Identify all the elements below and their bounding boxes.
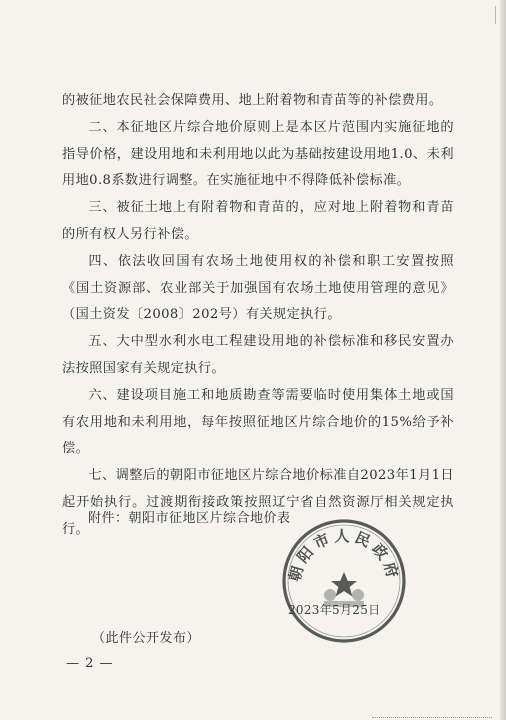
scan-footer-mark	[372, 714, 492, 718]
paragraph-continuation: 的被征地农民社会保障费用、地上附着物和青苗等的补偿费用。	[62, 93, 443, 108]
scan-corner-mark	[487, 6, 496, 24]
paragraph-item-2: 二、本征地区片综合地价原则上是本区片范围内实施征地的指导价格，建设用地和未利用地以此为基础按建设用地1.0、未利用地0.8系数进行调整。在实施征地中不得降低补偿标准。	[62, 119, 454, 189]
seal-ring-text: 朝阳市人民政府	[285, 527, 403, 584]
public-release-note: （此件公开发布）	[92, 631, 201, 646]
page-number: — 2 —	[66, 656, 114, 671]
official-seal	[278, 515, 410, 647]
paragraph-item-7: 七、调整后的朝阳市征地区片综合地价标准自2023年1月1日起开始执行。过渡期衔接政策按照辽宁省自然资源厅相关规定执行。	[62, 468, 454, 537]
paragraph-item-6: 六、建设项目施工和地质勘查等需要临时使用集体土地或国有农用地和未利用地，每年按照征地区片综合地价的15%给予补偿。	[62, 387, 454, 457]
paragraph-item-5: 五、大中型水利水电工程建设用地的补偿标准和移民安置办法按照国家有关规定执行。	[62, 334, 454, 376]
signing-date: 2023年5月25日	[288, 603, 381, 617]
paragraph-item-4: 四、依法收回国有农场土地使用权的补偿和职工安置按照《国土资源部、农业部关于加强国有农场土地使用管理的意见》（国土资发〔2008〕202号）有关规定执行。	[62, 253, 454, 323]
scan-edge	[500, 0, 506, 720]
document-body	[62, 88, 454, 544]
attachment-line: 附件：朝阳市征地区片综合地价表	[88, 511, 291, 526]
paragraph-item-3: 三、被征土地上有附着物和青苗的，应对地上附着物和青苗的所有权人另行补偿。	[62, 200, 454, 242]
seal-graphic	[278, 515, 410, 647]
